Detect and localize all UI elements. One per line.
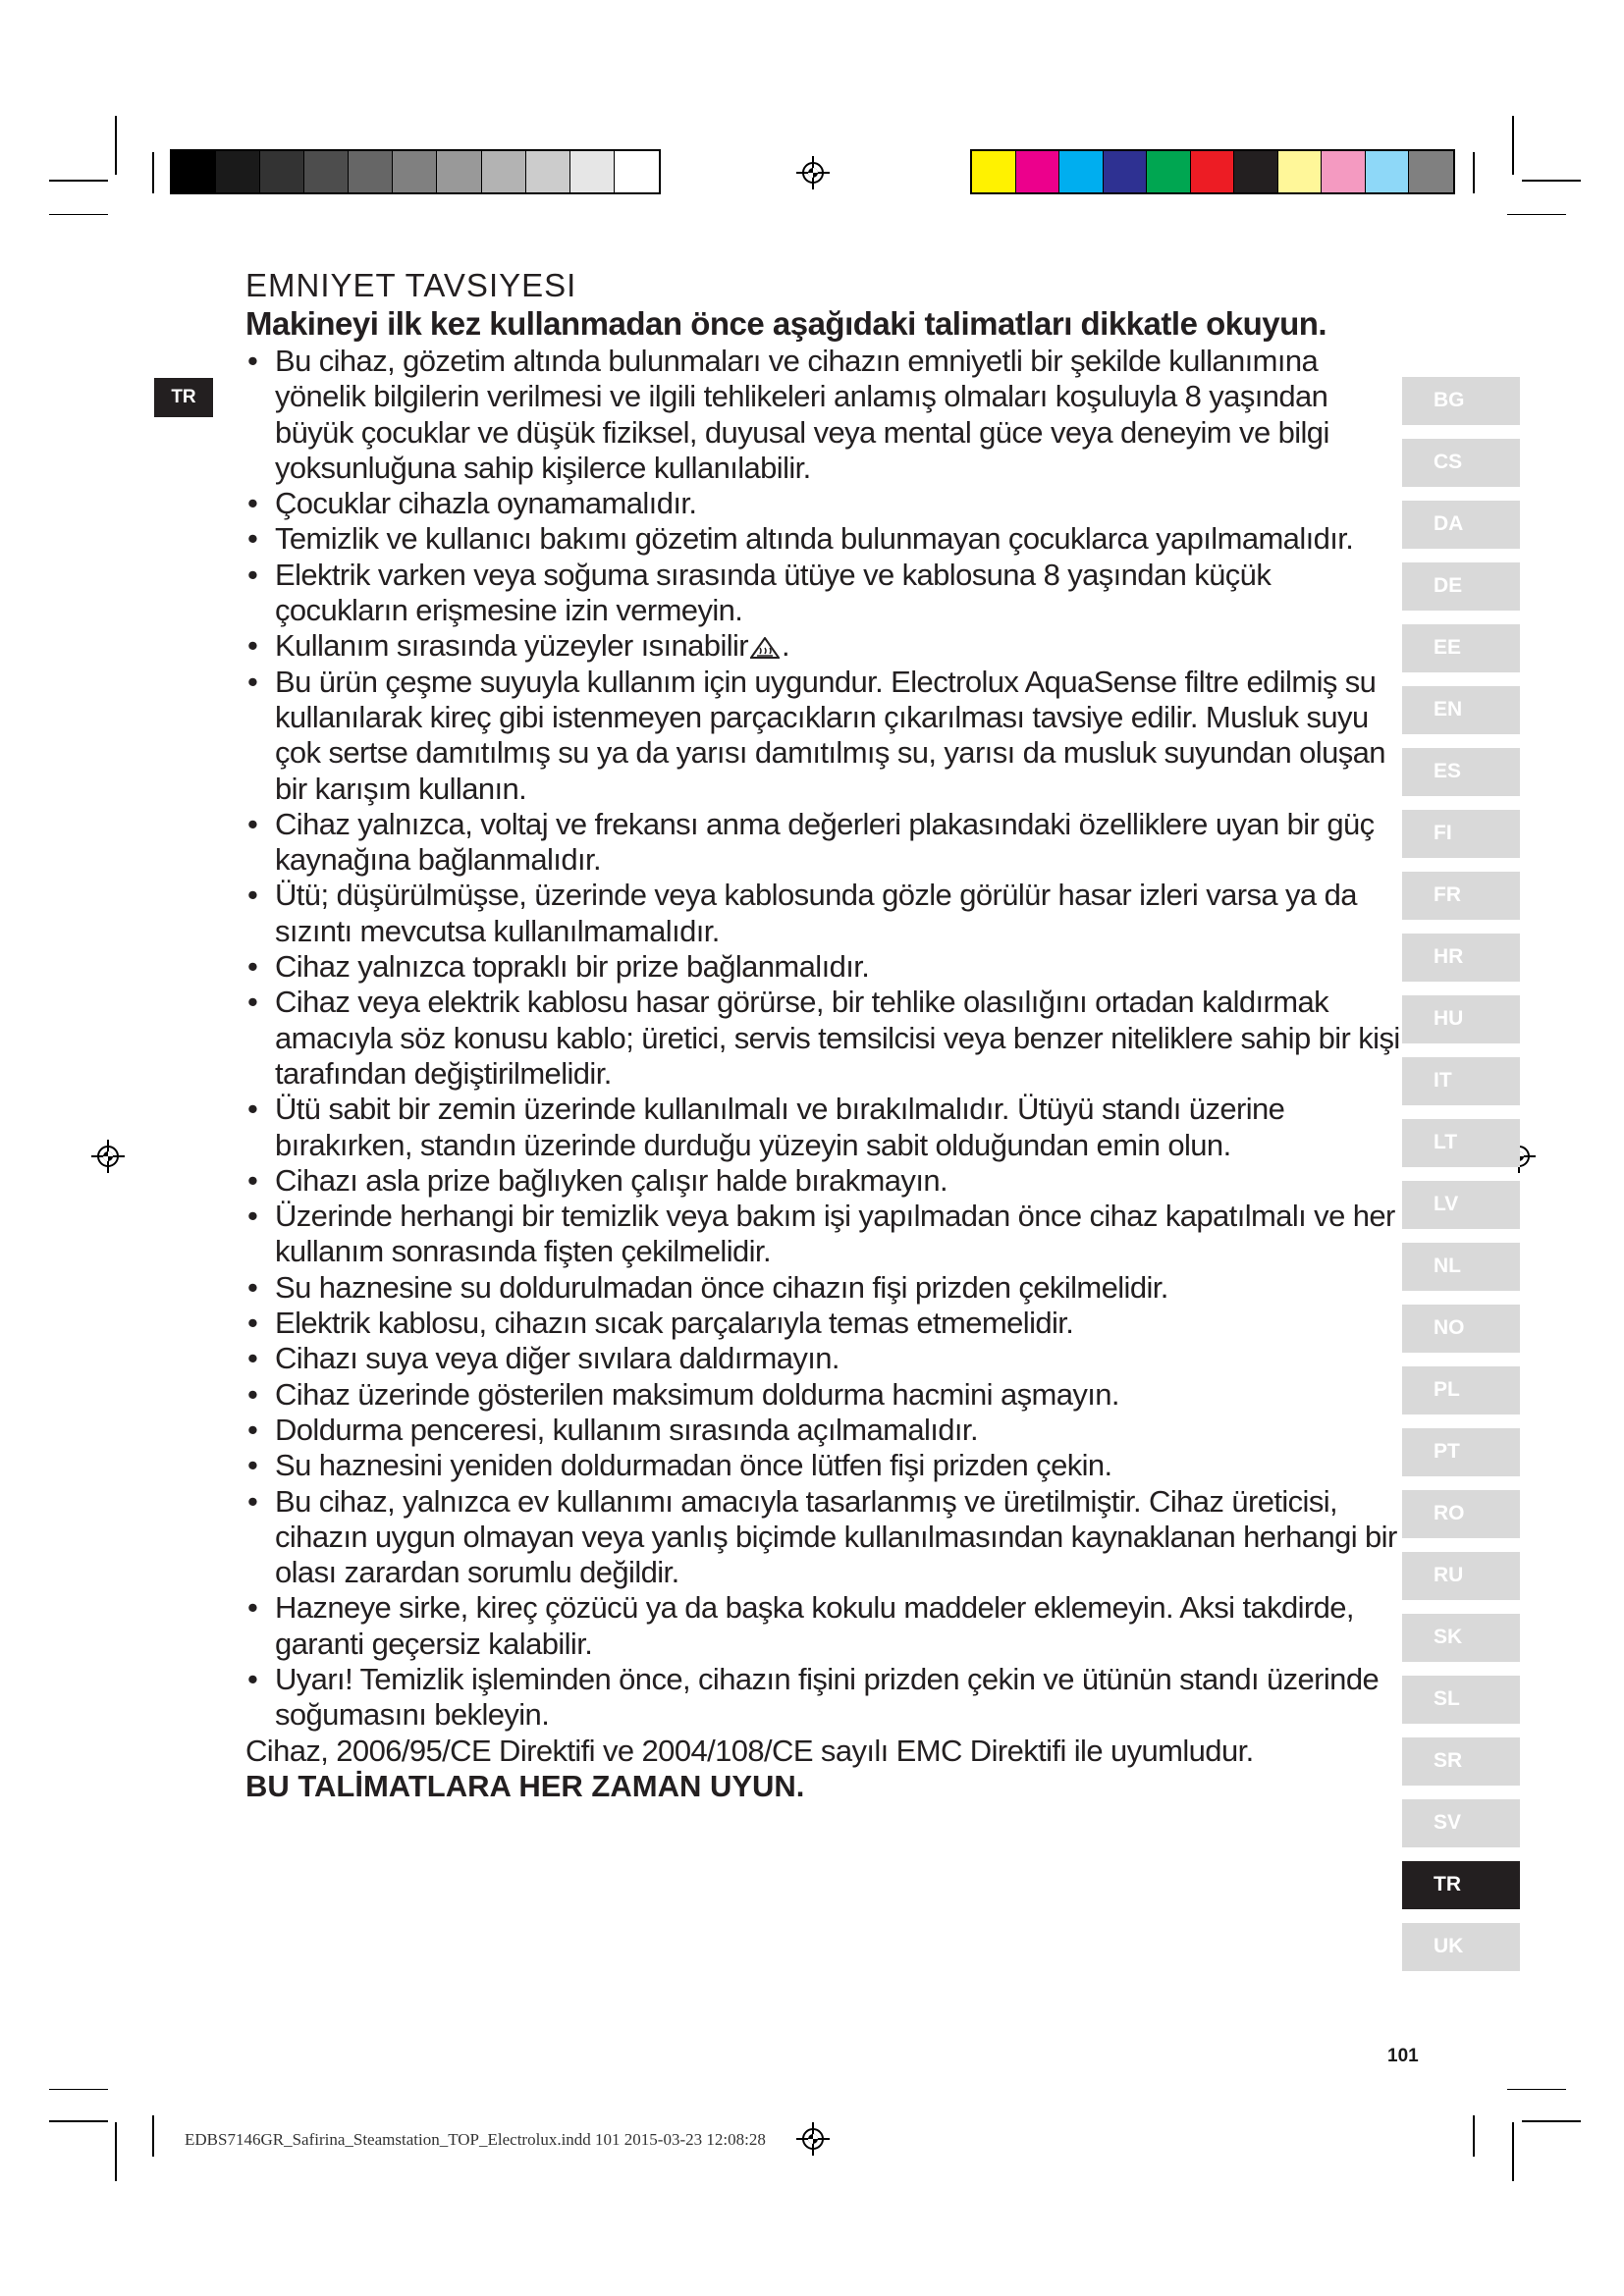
grayscale-calibration-bar	[170, 149, 661, 194]
safety-content	[245, 267, 1404, 1804]
safety-list-item-text: Cihaz yalnızca topraklı bir prize bağlanmalıdır.	[275, 949, 870, 985]
safety-list-item-text: Cihaz veya elektrik kablosu hasar görürse, bir tehlike olasılığını ortadan kaldırmak amacıyla söz konusu kablo; üretici, servis temsilcisi veya benzer niteliklere sahip bir kişi tarafından değiştirilmelidir.	[275, 985, 1400, 1091]
safety-list-item-text: Su haznesine su doldurulmadan önce cihazın fişi prizden çekilmelidir.	[275, 1269, 1168, 1305]
section-heading: EMNIYET TAVSIYESI	[245, 267, 577, 303]
registration-mark-icon	[796, 156, 830, 189]
hot-surface-warning-icon	[750, 631, 780, 653]
color-swatch	[304, 151, 349, 192]
language-tab-sr: SR	[1402, 1737, 1520, 1786]
safety-list-item-text: Bu cihaz, yalnızca ev kullanımı amacıyla tasarlanmış ve üretilmiştir. Cihaz üreticisi, cihazın uygun olmayan veya yanlış biçimde kullanılmasından kaynaklanan herhangi bir olası zarardan sorumlu değildir.	[275, 1483, 1397, 1590]
crop-mark	[1522, 180, 1581, 182]
safety-list-item-text: Kullanım sırasında yüzeyler ısınabilir	[275, 628, 749, 664]
color-swatch	[393, 151, 437, 192]
language-tab-es: ES	[1402, 748, 1520, 796]
language-tab-pt: PT	[1402, 1428, 1520, 1476]
color-calibration-bar	[970, 149, 1455, 194]
safety-list-item	[245, 1413, 1404, 1448]
language-tab-fi: FI	[1402, 810, 1520, 858]
safety-list-item-text: Ütü; düşürülmüşse, üzerinde veya kablosunda gözle görülür hasar izleri varsa ya da sızıntı mevcutsa kullanılmamalıdır.	[275, 878, 1357, 948]
safety-list-item-text: Cihazı suya veya diğer sıvılara daldırmayın.	[275, 1341, 839, 1376]
safety-list-item	[245, 521, 1404, 557]
color-swatch	[216, 151, 260, 192]
color-swatch	[1322, 151, 1366, 192]
registration-mark-icon	[91, 1140, 125, 1173]
safety-list-item-text: Bu cihaz, gözetim altında bulunmaları ve cihazın emniyetli bir şekilde kullanımına yönelik bilgilerin verilmesi ve ilgili tehlikeleri anlamış olmaları koşuluyla 8 yaşından büyük çocuklar ve düşük fiziksel, duyusal veya mental güce veya deneyim ve bilgi yoksunluğuna sahip kişilerce kullanılabilir.	[275, 344, 1329, 485]
language-tab-ee: EE	[1402, 624, 1520, 672]
safety-list-item-text: Elektrik kablosu, cihazın sıcak parçalarıyla temas etmemelidir.	[275, 1306, 1074, 1341]
safety-list-item-text: Doldurma penceresi, kullanım sırasında açılmamalıdır.	[275, 1412, 978, 1447]
safety-list-item-text: Cihaz üzerinde gösterilen maksimum doldurma hacmini aşmayın.	[275, 1376, 1119, 1412]
language-tab-hr: HR	[1402, 934, 1520, 982]
language-tab-sv: SV	[1402, 1799, 1520, 1847]
section-subheading: Makineyi ilk kez kullanmadan önce aşağıdaki talimatları dikkatle okuyun.	[245, 305, 1327, 342]
safety-list-item	[245, 1377, 1404, 1413]
color-swatch	[1147, 151, 1191, 192]
language-tab-tr: TR	[1402, 1861, 1520, 1909]
safety-list-item-text: Bu ürün çeşme suyuyla kullanım için uygundur. Electrolux AquaSense filtre edilmiş su kullanılarak kireç gibi istenmeyen parçacıkların çıkarılması tavsiye edilir. Musluk suyu çok sertse damıtılmış su ya da yarısı damıtılmış su, yarısı da musluk suyundan oluşan bir karışım kullanın.	[275, 664, 1385, 806]
color-swatch	[615, 151, 659, 192]
safety-list-item	[245, 1590, 1404, 1662]
color-swatch	[172, 151, 216, 192]
crop-mark	[49, 214, 108, 215]
item-suffix: .	[782, 628, 790, 664]
crop-mark	[49, 2089, 108, 2090]
safety-list-item-text: Elektrik varken veya soğuma sırasında ütüye ve kablosuna 8 yaşından küçük çocukların erişmesine izin vermeyin.	[275, 557, 1272, 628]
crop-mark	[152, 152, 154, 193]
safety-list-item	[245, 985, 1404, 1092]
color-swatch	[1409, 151, 1453, 192]
print-slug: EDBS7146GR_Safirina_Steamstation_TOP_Electrolux.indd 101 2015-03-23 12:08:28	[185, 2130, 766, 2149]
safety-list-item-text: Uyarı! Temizlik işleminden önce, cihazın fişini prizden çekin ve ütünün standı üzerinde soğumasını bekleyin.	[275, 1661, 1380, 1733]
registration-mark-icon	[796, 2122, 830, 2156]
color-swatch	[1059, 151, 1104, 192]
language-tab-sk: SK	[1402, 1614, 1520, 1662]
safety-list-item	[245, 558, 1404, 629]
safety-list-item	[245, 878, 1404, 949]
language-tab-sl: SL	[1402, 1676, 1520, 1724]
safety-list	[245, 344, 1404, 1734]
color-swatch	[526, 151, 570, 192]
color-swatch	[1278, 151, 1323, 192]
safety-list-item-text: Temizlik ve kullanıcı bakımı gözetim altında bulunmayan çocuklarca yapılmamalıdır.	[275, 521, 1354, 557]
language-tab-ru: RU	[1402, 1552, 1520, 1600]
safety-list-item-text: Hazneye sirke, kireç çözücü ya da başka kokulu maddeler eklemeyin. Aksi takdirde, garanti geçersiz kalabilir.	[275, 1590, 1354, 1661]
compliance-statement: Cihaz, 2006/95/CE Direktifi ve 2004/108/CE sayılı EMC Direktifi ile uyumludur.	[245, 1733, 1254, 1768]
language-tab-bg: BG	[1402, 377, 1520, 425]
safety-list-item-text: Cihazı asla prize bağlıyken çalışır halde bırakmayın.	[275, 1162, 947, 1198]
crop-mark	[1512, 2122, 1514, 2181]
language-tab-uk: UK	[1402, 1923, 1520, 1971]
safety-list-item	[245, 1341, 1404, 1376]
current-language-tag: TR	[154, 378, 213, 417]
language-tab-cs: CS	[1402, 439, 1520, 487]
color-swatch	[437, 151, 481, 192]
safety-list-item	[245, 665, 1404, 807]
language-tab-lv: LV	[1402, 1181, 1520, 1229]
closing-instruction: BU TALİMATLARA HER ZAMAN UYUN.	[245, 1768, 805, 1803]
crop-mark	[1473, 2115, 1475, 2157]
color-swatch	[349, 151, 393, 192]
safety-list-item	[245, 1163, 1404, 1199]
safety-list-item-text: Ütü sabit bir zemin üzerinde kullanılmalı ve bırakılmalıdır. Ütüyü standı üzerine bırakırken, standın üzerinde durduğu yüzeyin sabit olduğundan emin olun.	[275, 1092, 1285, 1162]
safety-list-item	[245, 1484, 1404, 1591]
safety-list-item	[245, 1306, 1404, 1341]
crop-mark	[1473, 152, 1475, 193]
crop-mark	[1507, 214, 1566, 215]
crop-mark	[49, 2120, 108, 2122]
color-swatch	[1234, 151, 1278, 192]
color-swatch	[1366, 151, 1410, 192]
language-tab-en: EN	[1402, 686, 1520, 734]
language-tab-hu: HU	[1402, 995, 1520, 1043]
safety-list-item	[245, 628, 1404, 664]
safety-list-item	[245, 807, 1404, 879]
language-tab-nl: NL	[1402, 1243, 1520, 1291]
language-tab-fr: FR	[1402, 872, 1520, 920]
safety-list-item-text: Üzerinde herhangi bir temizlik veya bakım işi yapılmadan önce cihaz kapatılmalı ve her kullanım sonrasında fişten çekilmelidir.	[275, 1199, 1395, 1269]
crop-mark	[115, 2122, 117, 2181]
crop-mark	[49, 180, 108, 182]
safety-list-item	[245, 1199, 1404, 1270]
safety-list-item-text: Su haznesini yeniden doldurmadan önce lütfen fişi prizden çekin.	[275, 1448, 1112, 1483]
safety-list-item	[245, 1270, 1404, 1306]
crop-mark	[1512, 116, 1514, 175]
safety-list-item	[245, 949, 1404, 985]
crop-mark	[1507, 2089, 1566, 2090]
language-tab-it: IT	[1402, 1057, 1520, 1105]
color-swatch	[1191, 151, 1235, 192]
color-swatch	[1016, 151, 1060, 192]
language-tab-da: DA	[1402, 501, 1520, 549]
language-index	[1402, 377, 1520, 1985]
safety-list-item	[245, 1092, 1404, 1163]
page-number: 101	[1387, 2046, 1419, 2066]
color-swatch	[482, 151, 526, 192]
safety-list-item-text: Cihaz yalnızca, voltaj ve frekansı anma değerleri plakasındaki özelliklere uyan bir güç kaynağına bağlanmalıdır.	[275, 806, 1375, 878]
safety-list-item-text: Çocuklar cihazla oynamamalıdır.	[275, 486, 697, 521]
crop-mark	[152, 2115, 154, 2157]
crop-mark	[115, 116, 117, 175]
safety-list-item	[245, 1662, 1404, 1734]
color-swatch	[570, 151, 615, 192]
language-tab-lt: LT	[1402, 1119, 1520, 1167]
language-tab-pl: PL	[1402, 1366, 1520, 1415]
language-tab-de: DE	[1402, 562, 1520, 611]
safety-list-item	[245, 486, 1404, 521]
language-tab-ro: RO	[1402, 1490, 1520, 1538]
safety-list-item	[245, 344, 1404, 486]
color-swatch	[260, 151, 304, 192]
safety-list-item	[245, 1448, 1404, 1483]
color-swatch	[1104, 151, 1148, 192]
color-swatch	[972, 151, 1016, 192]
crop-mark	[1522, 2120, 1581, 2122]
language-tab-no: NO	[1402, 1305, 1520, 1353]
